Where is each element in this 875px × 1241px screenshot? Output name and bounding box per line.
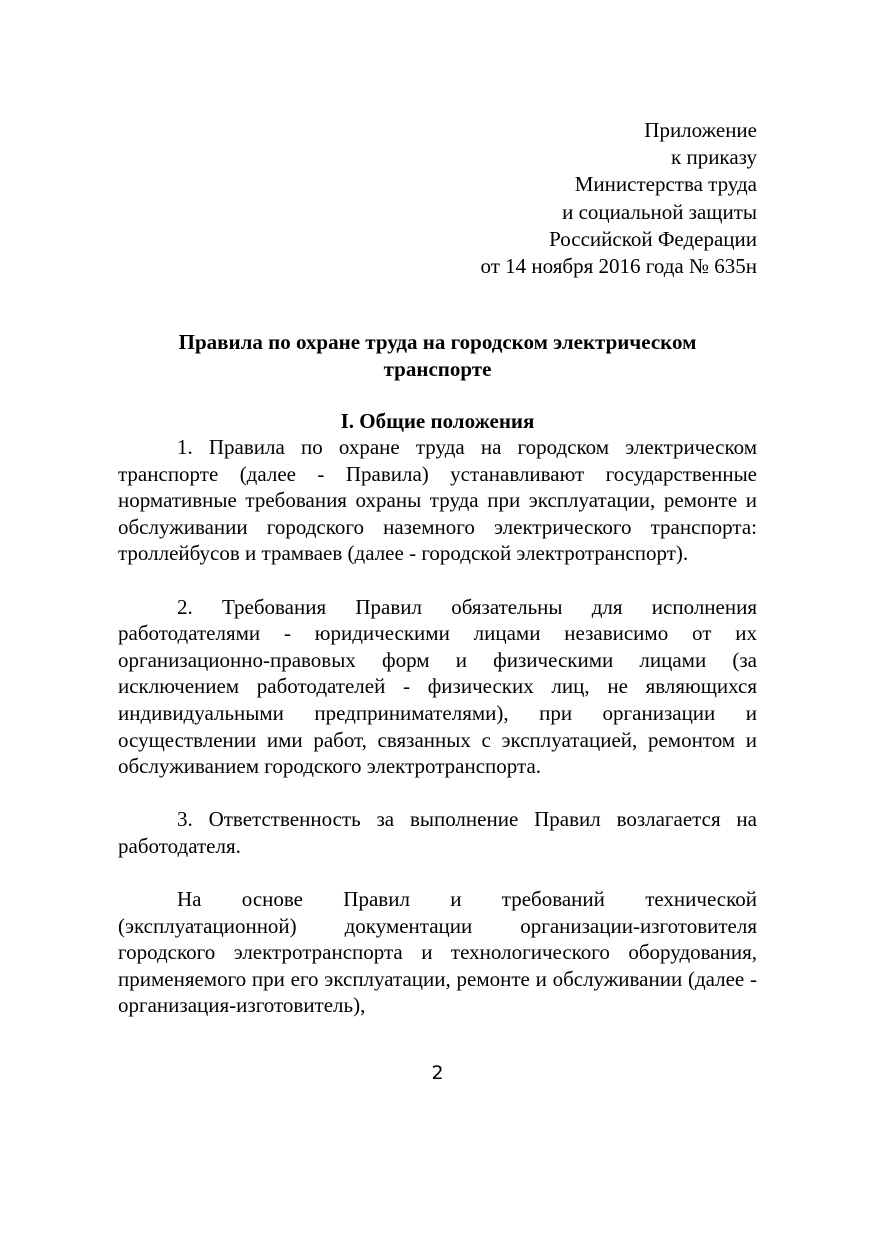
document-body	[118, 434, 757, 1019]
document-title	[118, 329, 757, 383]
appendix-header	[480, 117, 757, 280]
appendix-line: Российской Федерации	[549, 226, 757, 251]
appendix-line: и социальной защиты	[562, 199, 757, 224]
appendix-line: к приказу	[671, 145, 757, 170]
paragraph-gap	[118, 780, 757, 807]
section-title: I. Общие положения	[340, 409, 535, 433]
paragraph-gap	[118, 860, 757, 887]
paragraph-4: На основе Правил и требований технической (эксплуатационной) документации организации-изготовителя городского электротранспорта и технологического оборудования, применяемого при его эксплуатации, ремонте и обслуживании (далее - организация-изготовитель),	[118, 887, 757, 1018]
paragraph-2: 2. Требования Правил обязательны для исполнения работодателями - юридическими лицами независимо от их организационно-правовых форм и физическими лицами (за исключением работодателей - физических лиц, не являющихся индивидуальными предпринимателями), при организации и осуществлении ими работ, связанных с эксплуатацией, ремонтом и обслуживанием городского электротранспорта.	[118, 594, 757, 779]
document-title-line-1: Правила по охране труда на городском электрическом	[178, 330, 697, 354]
paragraph-1: 1. Правила по охране труда на городском электрическом транспорте (далее - Правила) устанавливают государственные нормативные требования охраны труда при эксплуатации, ремонте и обслуживании городского наземного электрического транспорта: троллейбусов и трамваев (далее - городской электротранспорт).	[118, 435, 757, 566]
appendix-line: Приложение	[644, 118, 757, 142]
appendix-line: от 14 ноября 2016 года № 635н	[480, 254, 757, 279]
document-title-line-2: транспорте	[383, 357, 492, 381]
appendix-line: Министерства труда	[574, 172, 757, 197]
paragraph-3: 3. Ответственность за выполнение Правил возлагается на работодателя.	[118, 807, 757, 858]
page-number: 2	[431, 1062, 444, 1084]
paragraph-gap	[118, 567, 757, 594]
